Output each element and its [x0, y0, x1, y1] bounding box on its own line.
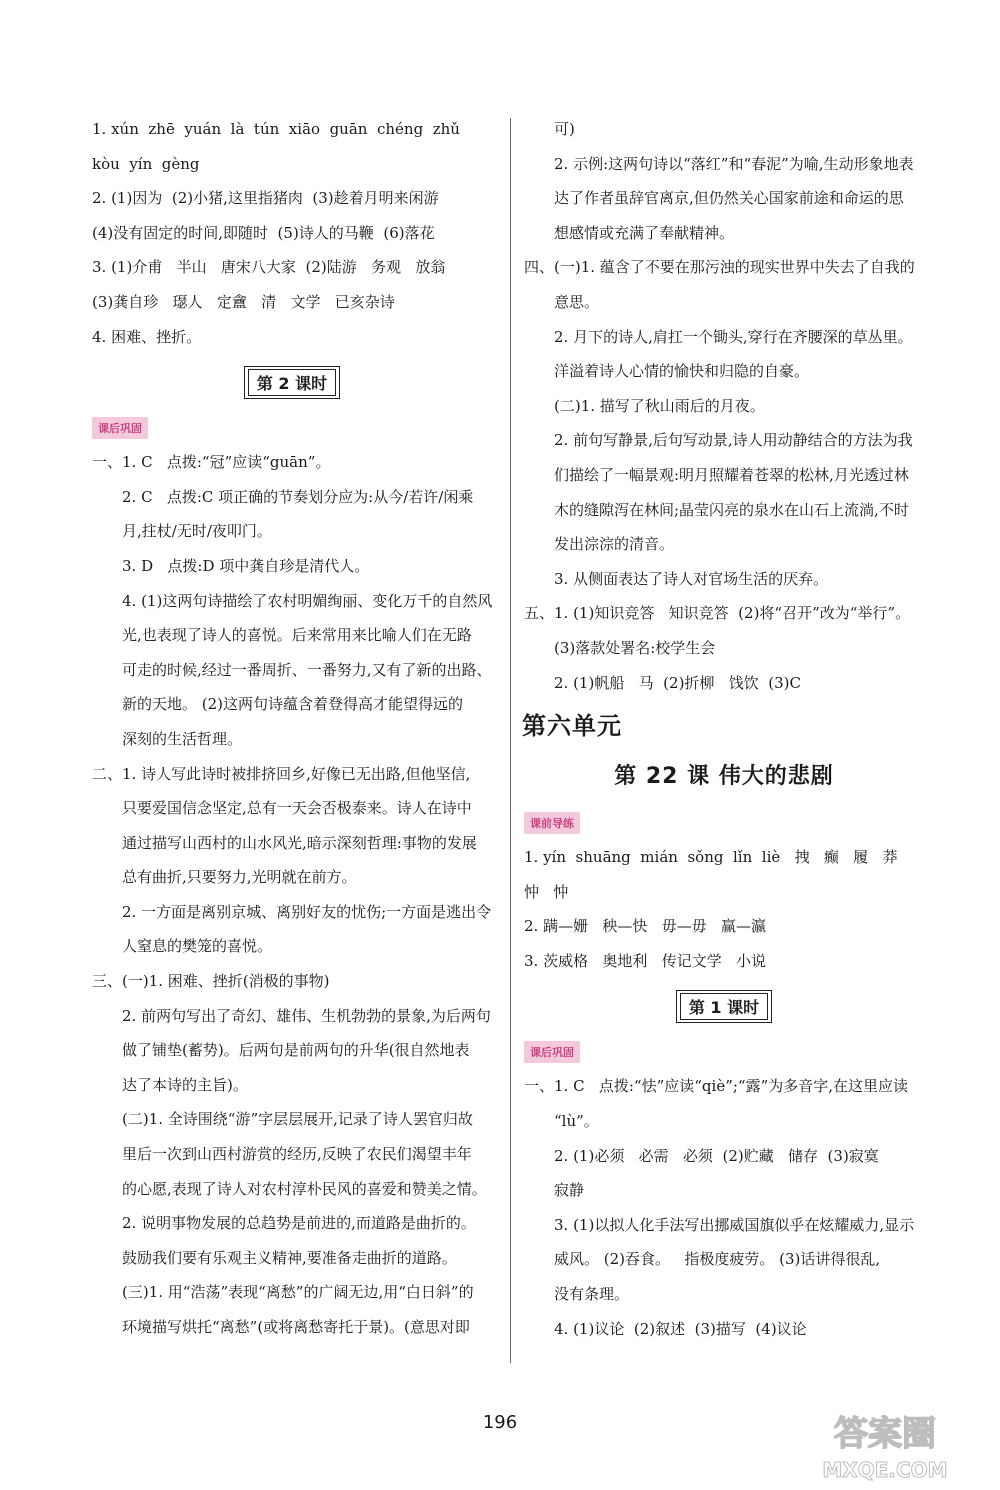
answer-line: 2. 说明事物发展的总趋势是前进的,而道路是曲折的。 — [122, 1214, 476, 1233]
answer-line: 达了作者虽辞官离京,但仍然关心国家前途和命运的思 — [554, 189, 904, 208]
lesson-box-label: 第 1 课时 — [680, 993, 768, 1020]
answer-line: 3. 从侧面表达了诗人对官场生活的厌弃。 — [554, 569, 829, 588]
answer-line: 2. 前句写静景,后句写动景,诗人用动静结合的方法为我 — [554, 431, 913, 450]
answer-line: 4. 困难、挫折。 — [92, 327, 202, 346]
answer-block — [524, 1069, 924, 1346]
watermark-logo — [790, 1405, 980, 1485]
answer-line: (3)龚自珍 璱人 定盦 清 文学 已亥杂诗 — [92, 292, 395, 311]
answer-line: (二)1. 全诗围绕“游”字层层展开,记录了诗人罢官归故 — [122, 1110, 473, 1129]
watermark-url: MXQE.COM — [822, 1458, 948, 1482]
answer-block — [524, 112, 924, 700]
answer-line: 4. (1)议论 (2)叙述 (3)描写 (4)议论 — [554, 1319, 807, 1338]
left-column — [92, 112, 492, 1345]
unit-title: 第六单元 — [522, 712, 622, 741]
watermark-text: 答案圈 — [834, 1414, 936, 1454]
answer-line: 木的缝隙泻在林间;晶莹闪亮的泉水在山石上流淌,不时 — [554, 500, 909, 519]
answer-line: 2. (1)必须 必需 必须 (2)贮藏 储存 (3)寂寞 — [554, 1146, 879, 1165]
answer-line: 鼓励我们要有乐观主义精神,要准备走曲折的道路。 — [122, 1248, 457, 1267]
right-column — [524, 112, 924, 1346]
answer-line: 四、(一)1. 蕴含了不要在那污浊的现实世界中失去了自我的 — [524, 258, 915, 277]
answer-line: 可) — [554, 120, 575, 138]
answer-line: 做了铺垫(蓄势)。后两句是前两句的升华(很自然地表 — [122, 1041, 470, 1060]
answer-line: 2. (1)因为 (2)小猪,这里指猪肉 (3)趁着月明来闲游 — [92, 189, 439, 208]
answer-line: 月,拄杖/无时/夜叩门。 — [122, 522, 272, 541]
answer-line: (二)1. 描写了秋山雨后的月夜。 — [554, 396, 765, 415]
answer-block — [92, 112, 492, 354]
answer-line: kòu yín gèng — [92, 154, 200, 173]
answer-line: 通过描写山西村的山水风光,暗示深刻哲理:事物的发展 — [122, 833, 477, 852]
answer-line: 三、(一)1. 困难、挫折(消极的事物) — [92, 972, 330, 991]
answer-line: 2. 蹒—姗 秧—快 毋—毋 赢—瀛 — [524, 917, 766, 936]
answer-line: 威风。 (2)吞食。 指极度疲劳。 (3)话讲得很乱, — [554, 1250, 881, 1269]
answer-line: 的心愿,表现了诗人对农村淳朴民风的喜爱和赞美之情。 — [122, 1179, 487, 1198]
answer-line: 发出淙淙的清音。 — [554, 535, 675, 554]
answer-line: 人窒息的樊笼的喜悦。 — [122, 937, 273, 956]
answer-line: 们描绘了一幅景观:明月照耀着苍翠的松林,月光透过林 — [554, 465, 909, 484]
answer-line: 一、1. C 点拨:“怯”应读“qiè”;“露”为多音字,在这里应读 — [524, 1077, 909, 1096]
answer-line: 3. (1)介甫 半山 唐宋八大家 (2)陆游 务观 放翁 — [92, 258, 446, 277]
answer-line: 里后一次到山西村游赏的经历,反映了农民们渴望丰年 — [122, 1145, 472, 1164]
answer-line: (三)1. 用“浩荡”表现“离愁”的广阔无边,用“白日斜”的 — [122, 1283, 474, 1302]
answer-line: 2. (1)帆船 马 (2)折柳 饯饮 (3)C — [554, 673, 801, 692]
answer-line: 2. 月下的诗人,肩扛一个锄头,穿行在齐腰深的草丛里。 — [554, 327, 913, 346]
answer-line: 2. 一方面是离别京城、离别好友的忧伤;一方面是逃出令 — [122, 902, 492, 921]
answer-line: 总有曲折,只要努力,光明就在前方。 — [122, 868, 357, 887]
answer-line: 2. 示例:这两句诗以“落红”和“春泥”为喻,生动形象地表 — [554, 154, 914, 173]
section-tag: 课后巩固 — [524, 1041, 580, 1063]
answer-line: 达了本诗的主旨)。 — [122, 1075, 248, 1094]
answer-line: 想感情或充满了奉献精神。 — [554, 223, 735, 242]
answer-line: 意思。 — [554, 292, 600, 311]
answer-line: 2. C 点拨:C 项正确的节奏划分应为:从今/若许/闲乘 — [122, 487, 474, 506]
answer-line: 一、1. C 点拨:“冠”应读“guān”。 — [92, 453, 331, 472]
answer-block — [524, 840, 924, 978]
answer-line: 新的天地。 (2)这两句诗蕴含着登得高才能望得远的 — [122, 695, 464, 714]
lesson-heading — [92, 366, 492, 399]
answer-block — [92, 445, 492, 1344]
answer-line: 只要爱国信念坚定,总有一天会否极泰来。诗人在诗中 — [122, 799, 472, 818]
answer-line: 二、1. 诗人写此诗时被排挤回乡,好像已无出路,但他坚信, — [92, 764, 471, 783]
column-divider — [510, 118, 511, 1363]
answer-line: 深刻的生活哲理。 — [122, 729, 243, 748]
section-tag: 课前导练 — [524, 812, 580, 834]
answer-line: 忡 忡 — [524, 882, 569, 901]
answer-line: 可走的时候,经过一番周折、一番努力,又有了新的出路、 — [122, 660, 492, 679]
section-tag: 课后巩固 — [92, 417, 148, 439]
answer-line: 环境描写烘托“离愁”(或将离愁寄托于景)。(意思对即 — [122, 1318, 470, 1336]
lesson-box-label: 第 2 课时 — [248, 369, 336, 396]
answer-line: (3)落款处署名:校学生会 — [554, 638, 716, 657]
answer-line: 光,也表现了诗人的喜悦。后来常用来比喻人们在无路 — [122, 626, 472, 645]
answer-line: 3. D 点拨:D 项中龚自珍是清代人。 — [122, 556, 370, 575]
answer-line: 没有条理。 — [554, 1285, 630, 1304]
answer-line: 2. 前两句写出了奇幻、雄伟、生机勃勃的景象,为后两句 — [122, 1006, 491, 1025]
answer-line: 1. yín shuāng mián sǒng lǐn liè 拽 癫 履 莽 — [524, 848, 898, 867]
answer-line: 4. (1)这两句诗描绘了农村明媚绚丽、变化万千的自然风 — [122, 591, 493, 610]
lesson-heading — [524, 990, 924, 1023]
answer-line: 寂静 — [554, 1181, 585, 1200]
lesson-title: 第 22 课 伟大的悲剧 — [614, 764, 834, 790]
answer-line: 3. (1)以拟人化手法写出挪威国旗似乎在炫耀威力,显示 — [554, 1215, 915, 1234]
answer-line: 五、1. (1)知识竞答 知识竞答 (2)将“召开”改为“举行”。 — [524, 604, 911, 623]
answer-line: (4)没有固定的时间,即随时 (5)诗人的马鞭 (6)落花 — [92, 223, 435, 242]
answer-line: 3. 茨威格 奥地利 传记文学 小说 — [524, 951, 766, 970]
page-number: 196 — [482, 1412, 518, 1433]
answer-line: “lù”。 — [554, 1112, 599, 1131]
answer-line: 洋溢着诗人心情的愉快和归隐的自豪。 — [554, 362, 810, 381]
answer-line: 1. xún zhē yuán là tún xiāo guān chéng zhǔ — [92, 120, 460, 138]
